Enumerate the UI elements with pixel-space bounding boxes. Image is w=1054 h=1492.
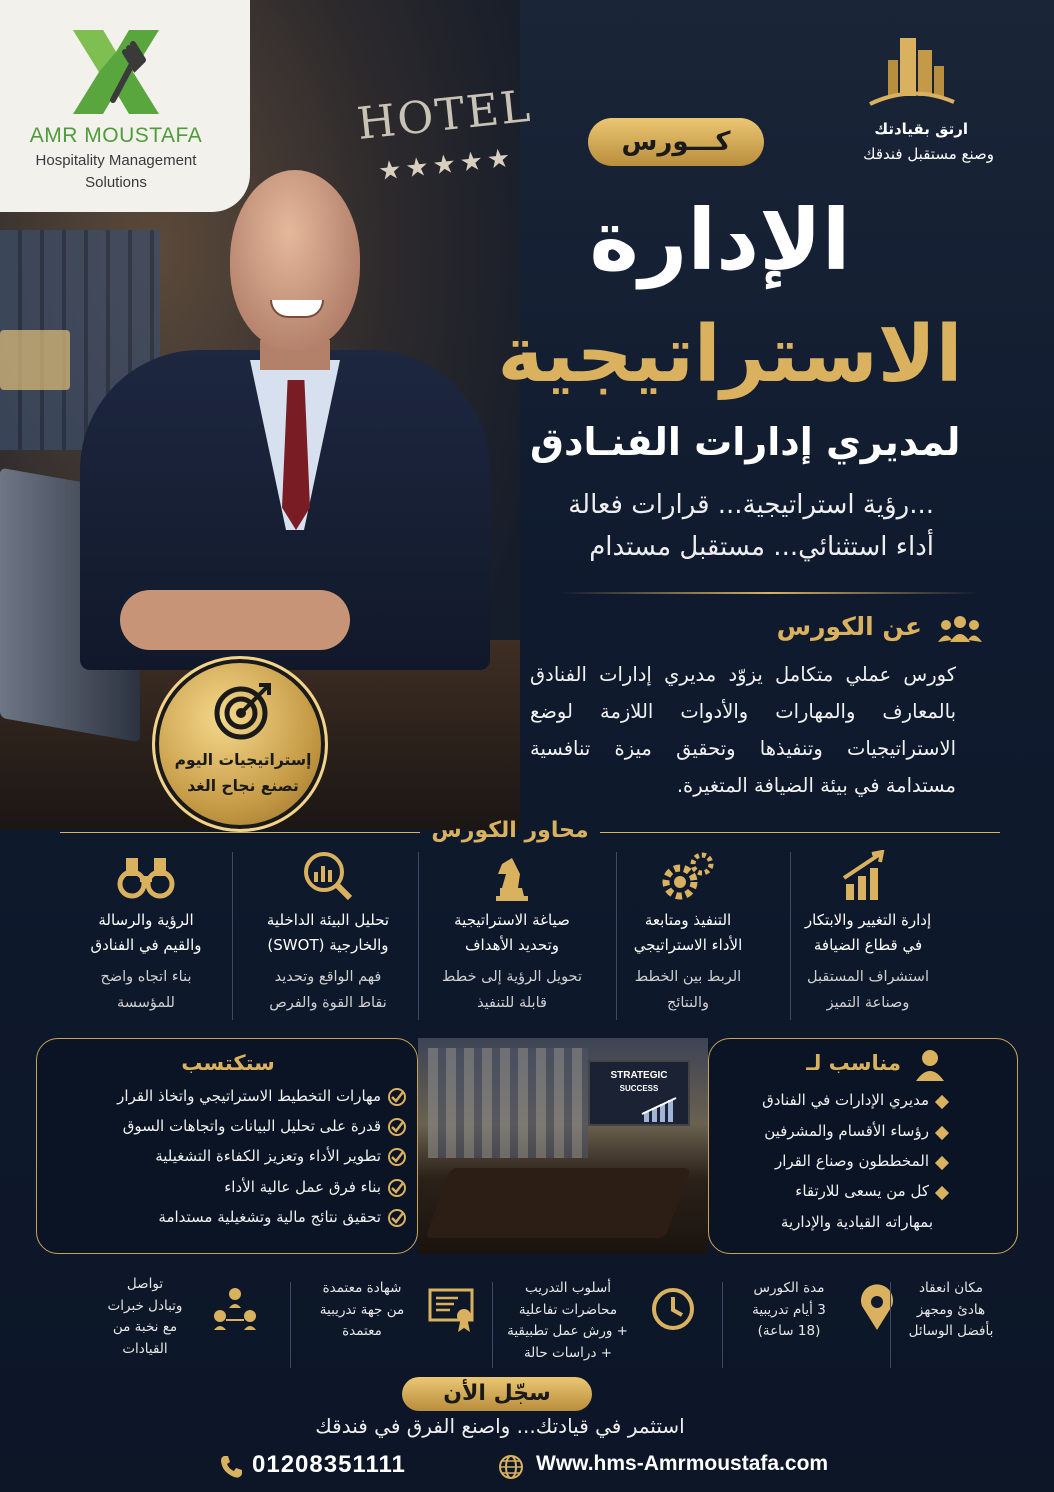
city-view [428, 1048, 588, 1158]
website-link[interactable]: Www.hms-Amrmoustafa.com [536, 1452, 829, 1475]
axes-rule-right [600, 832, 1000, 833]
brand-subtitle-1: Hospitality Management [35, 152, 197, 169]
info-separator [890, 1282, 891, 1368]
conference-table [425, 1168, 690, 1238]
gain-panel [36, 1038, 418, 1254]
clock-icon [648, 1284, 698, 1334]
mini-chart-icon [640, 1096, 684, 1122]
brand-subtitle-2: Solutions [85, 174, 147, 191]
city-skyline-icon [868, 32, 956, 112]
tagline-line-1: ارتق بقيادتك [874, 120, 968, 138]
check-circle-icon [387, 1178, 407, 1198]
info-duration: مدة الكورس 3 أيام تدريبية (18 ساعة) [752, 1280, 826, 1339]
info-separator [722, 1282, 723, 1368]
axis-title: التنفيذ ومتابعة الأداء الاستراتيجي [633, 911, 743, 954]
info-method: أسلوب التدريب محاضرات تفاعلية + ورش عمل تطبيقية + دراسات حالة [507, 1280, 628, 1361]
axes-title: محاور الكورس [431, 818, 589, 843]
badge-line-2: تصنع نجاح الغد [187, 777, 299, 795]
axes-rule-left [60, 832, 420, 833]
presentation-screen [588, 1060, 690, 1126]
info-venue: مكان انعقاد هادئ ومجهز بأفضل الوسائل [908, 1280, 994, 1339]
target-icon [213, 681, 273, 741]
axis-title: صياغة الاستراتيجية وتحديد الأهداف [454, 911, 570, 954]
slogan-line-2: أداء استثنائي... مستقبل مستدام [589, 532, 934, 562]
about-title: عن الكورس [776, 612, 922, 641]
badge-line-1: إستراتيجيات اليوم [174, 751, 312, 769]
head [230, 170, 360, 350]
check-circle-icon [387, 1208, 407, 1228]
screen-line-2: SUCCESS [619, 1084, 659, 1093]
diamond-bullet-icon [935, 1126, 949, 1140]
axis-item-swot [236, 848, 420, 1018]
binoculars-icon [116, 850, 176, 902]
about-description: كورس عملي متكامل يزوّد مديري إدارات الفنادق بالمعارف والمهارات والأدوات اللازمة لوضع الاستراتيجيات وتنفيذها وتحقيق ميزة تنافسية مستدامة في بيئة الضيافة المتغيرة. [530, 663, 956, 797]
group-icon [938, 614, 982, 644]
brand-name: AMR MOUSTAFA [29, 124, 203, 147]
gain-item: بناء فرق عمل عالية الأداء [224, 1178, 381, 1196]
register-subtitle: استثمر في قيادتك... واصنع الفرق في فندقك [315, 1414, 685, 1438]
check-circle-icon [387, 1147, 407, 1167]
slogan-badge [152, 656, 328, 832]
info-certificate: شهادة معتمدة من جهة تدريبية معتمدة [319, 1280, 405, 1339]
chess-knight-icon [482, 850, 542, 902]
axis-subtitle: استشراف المستقبل وصناعة التميز [807, 969, 929, 1011]
person-icon [915, 1049, 945, 1081]
gain-item: مهارات التخطيط الاستراتيجي واتخاذ القرار [117, 1087, 381, 1105]
course-pill: كـــورس [588, 118, 764, 166]
network-people-icon [210, 1284, 260, 1334]
audience-item-continued: بمهاراته القيادية والإدارية [780, 1213, 933, 1231]
globe-icon [498, 1454, 524, 1480]
audience-item: مديري الإدارات في الفنادق [762, 1091, 929, 1109]
phone-icon [218, 1454, 244, 1480]
diamond-bullet-icon [935, 1156, 949, 1170]
location-pin-icon [852, 1284, 902, 1334]
diamond-bullet-icon [935, 1186, 949, 1200]
axis-subtitle: تحويل الرؤية إلى خطط قابلة للتنفيذ [441, 969, 583, 1011]
axis-title: الرؤية والرسالة والقيم في الفنادق [90, 911, 202, 954]
diamond-bullet-icon [935, 1095, 949, 1109]
gears-icon [658, 850, 718, 902]
check-circle-icon [387, 1117, 407, 1137]
axis-subtitle: بناء اتجاه واضح للمؤسسة [100, 969, 192, 1011]
slogan-line-1: رؤية استراتيجية... قرارات فعالة... [568, 490, 934, 520]
gain-item: قدرة على تحليل البيانات واتجاهات السوق [122, 1117, 381, 1135]
check-circle-icon [387, 1087, 407, 1107]
hotel-stars: ★★★★★ [376, 142, 516, 188]
growth-chart-icon [838, 850, 898, 902]
axis-item-execution [596, 848, 780, 1018]
brand-card[interactable] [0, 0, 250, 212]
info-separator [290, 1282, 291, 1368]
gold-divider [560, 592, 980, 594]
axis-separator [616, 852, 617, 1020]
audience-item: رؤساء الأقسام والمشرفين [764, 1122, 929, 1140]
presenter-photo [60, 170, 500, 670]
gain-item: تطوير الأداء وتعزيز الكفاءة التشغيلية [155, 1147, 381, 1165]
certificate-icon [426, 1284, 476, 1334]
hotel-sign: HOTEL [354, 80, 535, 150]
audience-item: المخططون وصناع القرار [774, 1152, 929, 1170]
audience-item: كل من يسعى للارتقاء [795, 1182, 929, 1200]
tagline-line-2: وصنع مستقبل فندقك [863, 145, 994, 163]
fork-x-logo-icon [73, 30, 159, 114]
axis-subtitle: الربط بين الخطط والنتائج [634, 969, 742, 1011]
axis-item-vision [54, 848, 238, 1018]
title-line-1: الإدارة [589, 191, 851, 289]
analysis-magnifier-icon [298, 850, 358, 902]
axis-item-formulation [420, 848, 604, 1018]
axis-subtitle: فهم الواقع وتحديد نقاط القوة والفرص [269, 969, 387, 1011]
axis-title: إدارة التغيير والابتكار في قطاع الضيافة [804, 911, 932, 954]
axis-item-change [776, 848, 960, 1018]
gain-title: ستكتسب [181, 1051, 275, 1075]
hands [120, 590, 350, 650]
title-line-3: لمديري إدارات الفنـادق [530, 420, 961, 464]
phone-number[interactable]: 01208351111 [252, 1451, 406, 1478]
info-separator [492, 1282, 493, 1368]
info-networking: تواصل وتبادل خبرات مع نخبة من القيادات [107, 1276, 183, 1357]
audience-title: مناسب لـ [806, 1051, 901, 1075]
register-button[interactable]: سجّل الأن [402, 1377, 592, 1411]
screen-line-1: STRATEGIC [610, 1070, 668, 1081]
audience-panel [708, 1038, 1018, 1254]
axis-separator [790, 852, 791, 1020]
gain-item: تحقيق نتائج مالية وتشغيلية مستدامة [158, 1208, 381, 1226]
title-line-2: الاستراتيجية [497, 310, 963, 400]
axis-title: تحليل البيئة الداخلية والخارجية (SWOT) [266, 911, 390, 954]
